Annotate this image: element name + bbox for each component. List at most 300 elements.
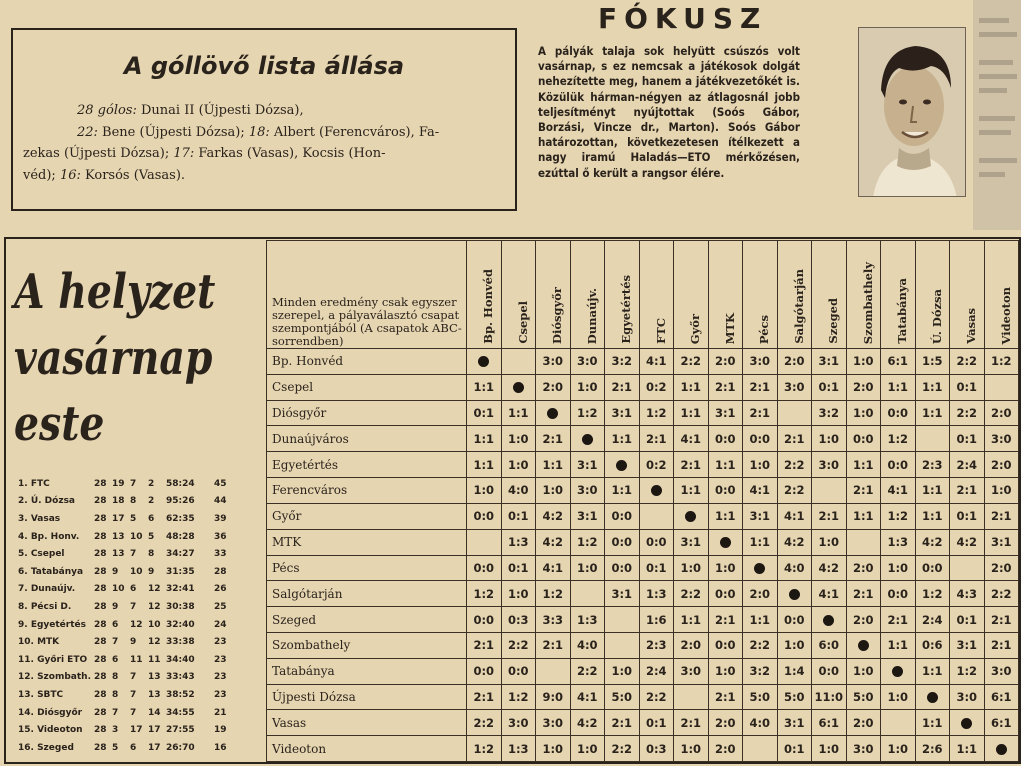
matrix-result-cell: 2:0 [536,374,571,400]
standings-name: 8. Pécsi D. [18,601,72,612]
matrix-result-cell: 4:0 [777,555,812,581]
dot-icon [961,718,972,729]
matrix-result-cell: 0:0 [708,426,743,452]
standings-row [18,633,268,651]
matrix-result-cell: 1:1 [674,400,709,426]
standings-d: 7 [130,601,137,612]
matrix-result-cell: 3:3 [536,607,571,633]
matrix-row-header: Csepel [267,374,467,400]
matrix-column-header [984,241,1019,349]
matrix-result-cell: 1:0 [501,581,536,607]
matrix-result-cell: 1:2 [950,658,985,684]
matrix-result-cell: 1:0 [846,349,881,375]
dot-icon [720,537,731,548]
matrix-column-header [915,241,950,349]
matrix-result-cell: 11:0 [812,684,847,710]
matrix-result-cell: 0:0 [605,503,640,529]
matrix-result-cell [881,710,916,736]
matrix-result-cell: 2:1 [984,607,1019,633]
standings-p: 16 [214,742,227,753]
standings-g: 95:26 [166,496,195,507]
matrix-result-cell: 4:2 [812,555,847,581]
matrix-result-cell: 1:1 [881,374,916,400]
standings-p: 28 [214,566,227,577]
matrix-result-cell: 3:1 [950,632,985,658]
matrix-result-cell: 2:1 [708,374,743,400]
standings-l: 6 [148,513,155,524]
matrix-result-cell: 4:1 [881,478,916,504]
standings-p: 36 [214,531,227,542]
matrix-result-cell: 3:0 [743,349,778,375]
matrix-result-cell: 3:1 [984,529,1019,555]
matrix-result-cell: 1:0 [743,452,778,478]
matrix-row-header: Salgótarján [267,581,467,607]
matrix-result-cell: 0:1 [639,555,674,581]
self-match-dot-icon [881,658,916,684]
self-match-dot-icon [501,374,536,400]
scorers-label: 22: [77,124,98,140]
matrix-result-cell: 4:2 [777,529,812,555]
matrix-row [267,529,1019,555]
adjacent-column-fragment [973,0,1021,230]
matrix-result-cell: 4:1 [777,503,812,529]
matrix-column-header [570,241,605,349]
matrix-row [267,632,1019,658]
matrix-result-cell: 1:3 [570,607,605,633]
matrix-result-cell: 2:0 [846,607,881,633]
standings-g: 26:70 [166,742,195,753]
self-match-dot-icon [639,478,674,504]
matrix-result-cell: 2:1 [605,374,640,400]
matrix-result-cell: 1:4 [777,658,812,684]
standings-name: 15. Videoton [18,725,83,736]
standings-g: 32:40 [166,619,195,630]
matrix-result-cell: 2:0 [708,349,743,375]
matrix-result-cell: 4:0 [570,632,605,658]
matrix-result-cell: 1:0 [708,658,743,684]
matrix-result-cell [984,374,1019,400]
scorers-line: Dunai II (Újpesti Dózsa), [136,103,304,118]
standings-name: 5. Csepel [18,549,65,560]
standings-d: 7 [130,707,137,718]
standings-d: 9 [130,637,137,648]
standings-table [18,475,268,757]
matrix-column-header [777,241,812,349]
matrix-result-cell: 1:2 [501,684,536,710]
matrix-result-cell: 2:2 [777,478,812,504]
matrix-result-cell: 1:0 [570,736,605,762]
standings-name: 4. Bp. Honv. [18,531,80,542]
matrix-result-cell: 1:6 [639,607,674,633]
matrix-result-cell: 2:0 [984,400,1019,426]
standings-row [18,581,268,599]
matrix-column-label: Diósgyőr [550,287,565,344]
matrix-result-cell: 3:0 [674,658,709,684]
matrix-result-cell: 0:0 [743,426,778,452]
matrix-row-header: Győr [267,503,467,529]
standings-row [18,721,268,739]
matrix-result-cell: 1:0 [846,658,881,684]
matrix-result-cell: 4:2 [536,529,571,555]
matrix-column-header [674,241,709,349]
matrix-result-cell [846,529,881,555]
matrix-result-cell: 2:0 [984,555,1019,581]
standings-row [18,739,268,757]
scorers-line: Bene (Újpesti Dózsa); [97,124,249,140]
standings-row [18,475,268,493]
matrix-result-cell: 2:0 [674,632,709,658]
standings-w: 9 [112,566,119,577]
standings-m: 28 [94,672,107,683]
standings-w: 9 [112,601,119,612]
matrix-result-cell: 1:0 [536,736,571,762]
matrix-result-cell: 4:1 [743,478,778,504]
dot-icon [754,563,765,574]
scorers-label: 16: [59,167,81,183]
matrix-result-cell: 0:1 [950,374,985,400]
matrix-result-cell [639,503,674,529]
standings-m: 28 [94,513,107,524]
matrix-result-cell: 1:1 [501,400,536,426]
matrix-result-cell: 6:1 [984,684,1019,710]
matrix-result-cell: 1:0 [501,426,536,452]
matrix-result-cell: 2:1 [467,632,502,658]
matrix-row [267,736,1019,762]
dot-icon [892,666,903,677]
matrix-result-cell: 4:0 [743,710,778,736]
scorers-label: 28 gólos: [77,103,137,118]
matrix-result-cell: 3:1 [812,349,847,375]
standings-l: 5 [148,531,155,542]
matrix-row [267,555,1019,581]
matrix-row [267,349,1019,375]
standings-l: 17 [148,725,161,736]
matrix-result-cell: 1:1 [536,452,571,478]
matrix-result-cell [674,684,709,710]
matrix-result-cell: 5:0 [777,684,812,710]
matrix-result-cell: 1:1 [674,478,709,504]
standings-p: 25 [214,601,227,612]
matrix-result-cell: 1:0 [812,426,847,452]
matrix-result-cell: 3:0 [570,349,605,375]
standings-p: 24 [214,619,227,630]
dot-icon [823,615,834,626]
matrix-result-cell [950,555,985,581]
matrix-row-header: Szombathely [267,632,467,658]
standings-w: 7 [112,707,119,718]
standings-d: 6 [130,742,137,753]
matrix-row [267,400,1019,426]
matrix-row [267,503,1019,529]
matrix-result-cell: 0:0 [708,632,743,658]
standings-g: 38:52 [166,689,195,700]
standings-g: 58:24 [166,478,195,489]
matrix-result-cell: 2:6 [915,736,950,762]
matrix-column-label: Szombathely [860,261,875,344]
matrix-result-cell: 1:1 [467,374,502,400]
matrix-column-label: Pécs [757,314,772,344]
matrix-result-cell: 0:0 [467,555,502,581]
headline-line: vasárnap [14,330,213,386]
standings-row [18,545,268,563]
matrix-result-cell: 1:3 [501,529,536,555]
standings-name: 13. SBTC [18,689,64,700]
matrix-result-cell: 0:1 [777,736,812,762]
matrix-result-cell: 1:2 [467,581,502,607]
matrix-result-cell: 3:1 [570,503,605,529]
matrix-result-cell: 0:1 [501,555,536,581]
matrix-column-label: Ú. Dózsa [929,288,944,344]
matrix-result-cell: 1:0 [605,658,640,684]
matrix-result-cell: 0:0 [467,658,502,684]
standings-m: 28 [94,689,107,700]
matrix-result-cell: 3:2 [743,658,778,684]
matrix-result-cell: 1:0 [501,452,536,478]
matrix-result-cell: 3:1 [743,503,778,529]
matrix-result-cell: 1:2 [536,581,571,607]
standings-m: 28 [94,637,107,648]
matrix-result-cell: 1:3 [501,736,536,762]
standings-m: 28 [94,725,107,736]
matrix-result-cell: 2:1 [846,478,881,504]
scorers-line: Farkas (Vasas), Kocsis (Hon- [194,146,386,161]
matrix-result-cell: 2:3 [639,632,674,658]
standings-l: 12 [148,584,161,595]
matrix-row-header: Vasas [267,710,467,736]
matrix-result-cell: 2:0 [846,710,881,736]
standings-g: 62:35 [166,513,195,524]
self-match-dot-icon [984,736,1019,762]
standings-p: 23 [214,654,227,665]
matrix-result-cell: 2:3 [915,452,950,478]
matrix-column-header [639,241,674,349]
matrix-result-cell: 1:0 [674,555,709,581]
matrix-result-cell: 0:1 [639,710,674,736]
matrix-column-label: Csepel [515,301,530,344]
matrix-result-cell: 1:0 [812,529,847,555]
standings-w: 5 [112,742,119,753]
matrix-column-label: Bp. Honvéd [481,269,496,344]
matrix-result-cell: 2:1 [708,607,743,633]
self-match-dot-icon [536,400,571,426]
standings-p: 44 [214,496,227,507]
standings-m: 28 [94,584,107,595]
matrix-result-cell: 0:0 [915,555,950,581]
matrix-result-cell: 4:1 [536,555,571,581]
scorers-label: 18: [248,124,270,140]
standings-l: 10 [148,619,161,630]
standings-l: 13 [148,689,161,700]
standings-name: 16. Szeged [18,742,74,753]
matrix-result-cell: 1:0 [467,478,502,504]
matrix-result-cell: 1:1 [674,607,709,633]
matrix-row-header: Ferencváros [267,478,467,504]
matrix-result-cell: 3:0 [846,736,881,762]
standings-g: 27:55 [166,725,195,736]
self-match-dot-icon [674,503,709,529]
dot-icon [858,640,869,651]
matrix-result-cell: 1:1 [915,503,950,529]
matrix-result-cell: 1:0 [708,555,743,581]
matrix-result-cell: 1:1 [915,658,950,684]
matrix-result-cell [812,478,847,504]
matrix-result-cell: 1:3 [639,581,674,607]
matrix-column-label: Tatabánya [895,278,910,344]
matrix-result-cell: 1:1 [915,710,950,736]
standings-w: 17 [112,513,125,524]
matrix-result-cell: 3:1 [708,400,743,426]
matrix-result-cell: 2:1 [984,632,1019,658]
standings-l: 17 [148,742,161,753]
matrix-result-cell: 4:2 [950,529,985,555]
matrix-result-cell: 1:1 [743,607,778,633]
standings-p: 45 [214,478,227,489]
matrix-result-cell: 2:0 [708,736,743,762]
matrix-result-cell: 2:4 [950,452,985,478]
scorers-line: Albert (Ferencváros), Fa- [269,124,440,140]
standings-l: 13 [148,672,161,683]
matrix-result-cell: 4:2 [536,503,571,529]
matrix-result-cell: 1:1 [467,452,502,478]
standings-w: 8 [112,672,119,683]
matrix-result-cell: 0:0 [467,607,502,633]
self-match-dot-icon [950,710,985,736]
matrix-result-cell: 1:1 [950,736,985,762]
headline-line: este [14,396,105,452]
matrix-result-cell: 2:1 [605,710,640,736]
matrix-row [267,374,1019,400]
matrix-row [267,658,1019,684]
standings-m: 28 [94,601,107,612]
standings-m: 28 [94,654,107,665]
matrix-result-cell: 4:1 [639,349,674,375]
matrix-row [267,452,1019,478]
results-matrix [266,240,1019,762]
standings-d: 7 [130,478,137,489]
matrix-result-cell: 2:1 [467,684,502,710]
standings-g: 34:55 [166,707,195,718]
matrix-result-cell: 0:1 [950,503,985,529]
matrix-result-cell: 5:0 [743,684,778,710]
standings-w: 6 [112,619,119,630]
matrix-result-cell: 0:0 [639,529,674,555]
standings-w: 7 [112,637,119,648]
scorers-box [11,28,517,211]
standings-w: 8 [112,689,119,700]
matrix-result-cell: 4:1 [674,426,709,452]
matrix-result-cell: 0:3 [501,607,536,633]
matrix-result-cell: 1:1 [915,374,950,400]
matrix-result-cell: 2:1 [743,374,778,400]
standings-g: 33:43 [166,672,195,683]
standings-row [18,704,268,722]
matrix-row-header: Pécs [267,555,467,581]
dot-icon [651,485,662,496]
matrix-result-cell: 1:2 [881,503,916,529]
self-match-dot-icon [846,632,881,658]
matrix-row-header: Dunaújváros [267,426,467,452]
matrix-result-cell: 0:0 [812,658,847,684]
matrix-result-cell: 1:1 [915,478,950,504]
standings-m: 28 [94,619,107,630]
standings-name: 7. Dunaújv. [18,584,76,595]
matrix-result-cell: 4:2 [915,529,950,555]
matrix-result-cell: 1:2 [915,581,950,607]
standings-d: 10 [130,566,143,577]
standings-d: 17 [130,725,143,736]
standings-name: 1. FTC [18,478,50,489]
matrix-result-cell: 3:0 [536,710,571,736]
matrix-result-cell: 5:0 [846,684,881,710]
standings-g: 34:27 [166,549,195,560]
headline-line: A helyzet [14,264,216,320]
dot-icon [616,460,627,471]
matrix-result-cell: 3:0 [536,349,571,375]
standings-name: 10. MTK [18,637,60,648]
matrix-result-cell: 1:1 [674,374,709,400]
standings-d: 8 [130,496,137,507]
self-match-dot-icon [777,581,812,607]
matrix-result-cell: 2:2 [950,400,985,426]
matrix-result-cell: 2:4 [639,658,674,684]
matrix-row-header: Egyetértés [267,452,467,478]
matrix-result-cell: 3:1 [605,400,640,426]
matrix-result-cell: 9:0 [536,684,571,710]
standings-p: 19 [214,725,227,736]
standings-row [18,563,268,581]
matrix-result-cell: 1:0 [881,555,916,581]
matrix-result-cell: 3:2 [605,349,640,375]
matrix-result-cell: 1:1 [743,529,778,555]
fokusz-text: A pályák talaja sok helyütt csúszós volt vasárnap, s ez nemcsak a játékosok dolgát nehezítette meg, hanem a játékvezetőkét is. Közülük hárman-négyen az átlagosnál jobb teljesítményt nyújtottak (Soós Gábor, Borzási, Vincze dr., Marton). Soós Gábor határozottan, következetesen ítélkezett a nagy iramú Haladás—ETO mérkőzésen, ezúttal ő került a rangsor élére. [538,44,800,180]
matrix-result-cell: 2:1 [674,452,709,478]
standings-p: 23 [214,637,227,648]
matrix-result-cell: 0:0 [501,658,536,684]
matrix-row-header: Diósgyőr [267,400,467,426]
matrix-column-header [743,241,778,349]
matrix-result-cell: 0:0 [708,581,743,607]
scorers-line: véd); [23,167,60,183]
matrix-result-cell: 2:1 [881,607,916,633]
matrix-result-cell: 2:1 [950,478,985,504]
dot-icon [685,511,696,522]
standings-d: 12 [130,619,143,630]
self-match-dot-icon [812,607,847,633]
standings-w: 13 [112,549,125,560]
matrix-column-label: Dunaújv. [584,287,599,344]
standings-l: 2 [148,478,155,489]
matrix-row [267,478,1019,504]
matrix-result-cell: 0:0 [881,400,916,426]
matrix-result-cell: 1:5 [915,349,950,375]
standings-d: 7 [130,689,137,700]
matrix-column-label: Egyetértés [619,275,634,344]
matrix-result-cell: 2:1 [743,400,778,426]
matrix-result-cell: 1:2 [984,349,1019,375]
standings-name: 3. Vasas [18,513,61,524]
matrix-result-cell: 2:2 [950,349,985,375]
matrix-result-cell: 3:1 [605,581,640,607]
dot-icon [547,408,558,419]
matrix-result-cell: 2:4 [915,607,950,633]
matrix-result-cell: 2:0 [708,710,743,736]
standings-m: 28 [94,531,107,542]
matrix-result-cell: 2:1 [639,426,674,452]
matrix-result-cell [536,658,571,684]
matrix-column-header [812,241,847,349]
matrix-result-cell: 0:0 [605,529,640,555]
matrix-result-cell: 1:2 [570,400,605,426]
